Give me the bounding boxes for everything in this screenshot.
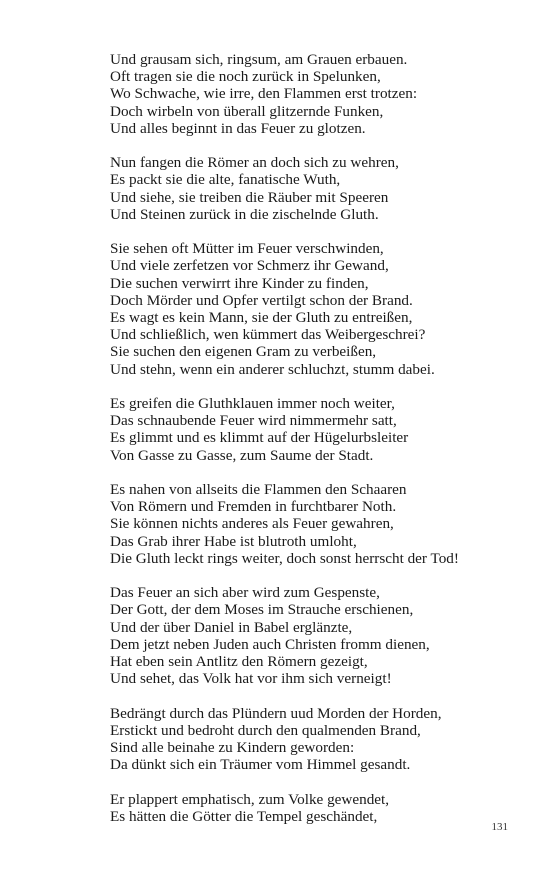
- verse-line: Und grausam sich, ringsum, am Grauen erbauen.: [110, 51, 408, 68]
- verse-line: Wo Schwache, wie irre, den Flammen erst trotzen:: [110, 85, 418, 103]
- verse-line: Er plappert emphatisch, zum Volke gewendet,: [110, 790, 390, 808]
- verse-line: Und viele zerfetzen vor Schmerz ihr Gewand,: [110, 257, 389, 275]
- verse-line: Von Römern und Fremden in furchtbarer Noth.: [110, 498, 397, 516]
- verse-line: Die suchen verwirrt ihre Kinder zu finden,: [110, 274, 369, 292]
- verse-line: Es hätten die Götter die Tempel geschändet,: [110, 807, 378, 825]
- stanza: [110, 705, 530, 774]
- verse-line: Von Gasse zu Gasse, zum Saume der Stadt.: [110, 446, 374, 464]
- verse-line: Und sehet, das Volk hat vor ihm sich verneigt!: [110, 670, 392, 688]
- verse-line: Hat eben sein Antlitz den Römern gezeigt,: [110, 653, 368, 671]
- verse-line: Sie sehen oft Mütter im Feuer verschwinden,: [110, 240, 384, 258]
- verse-line: Es wagt es kein Mann, sie der Gluth zu entreißen,: [110, 309, 413, 327]
- verse-line: Und stehn, wenn ein anderer schluchzt, stumm dabei.: [110, 360, 435, 378]
- stanza: [110, 240, 530, 378]
- verse-line: Es packt sie die alte, fanatische Wuth,: [110, 171, 341, 189]
- stanza: [110, 51, 530, 137]
- verse-line: Sind alle beinahe zu Kindern geworden:: [110, 739, 355, 757]
- verse-line: Es greifen die Gluthklauen immer noch weiter,: [110, 395, 395, 413]
- verse-line: Das schnaubende Feuer wird nimmermehr satt,: [110, 412, 397, 430]
- verse-line: Doch Mörder und Opfer vertilgt schon der Brand.: [110, 291, 413, 309]
- verse-line: Es glimmt und es klimmt auf der Hügelurbsleiter: [110, 429, 409, 447]
- verse-line: Und der über Daniel in Babel erglänzte,: [110, 618, 353, 636]
- verse-line: Und siehe, sie treiben die Räuber mit Speeren: [110, 188, 389, 206]
- verse-line: Sie können nichts anderes als Feuer gewahren,: [110, 515, 394, 533]
- verse-line: Dem jetzt neben Juden auch Christen fromm dienen,: [110, 635, 430, 653]
- stanza: [110, 481, 530, 567]
- verse-line: Bedrängt durch das Plündern uud Morden der Horden,: [110, 704, 442, 722]
- verse-line: Sie suchen den eigenen Gram zu verbeißen,: [110, 343, 377, 361]
- verse-line: Und schließlich, wen kümmert das Weibergeschrei?: [110, 326, 426, 344]
- verse-line: Und Steinen zurück in die zischelnde Gluth.: [110, 205, 379, 223]
- verse-line: Das Feuer an sich aber wird zum Gespenste,: [110, 584, 380, 602]
- poem-text: [110, 51, 530, 825]
- page-number: 131: [491, 821, 508, 833]
- stanza: [110, 154, 530, 223]
- verse-line: Doch wirbeln von überall glitzernde Funken,: [110, 102, 384, 120]
- verse-line: Da dünkt sich ein Träumer vom Himmel gesandt.: [110, 756, 411, 774]
- verse-line: Der Gott, der dem Moses im Strauche erschienen,: [110, 601, 414, 619]
- stanza: [110, 584, 530, 687]
- stanza: [110, 395, 530, 464]
- stanza: [110, 791, 530, 825]
- verse-line: Nun fangen die Römer an doch sich zu wehren,: [110, 154, 399, 172]
- verse-line: Erstickt und bedroht durch den qualmenden Brand,: [110, 721, 421, 739]
- verse-line: Die Gluth leckt rings weiter, doch sonst herrscht der Tod!: [110, 549, 459, 567]
- verse-line: Das Grab ihrer Habe ist blutroth umloht,: [110, 532, 357, 550]
- verse-line: Es nahen von allseits die Flammen den Schaaren: [110, 481, 407, 499]
- verse-line: Und alles beginnt in das Feuer zu glotzen.: [110, 119, 366, 137]
- verse-line: Oft tragen sie die noch zurück in Spelunken,: [110, 68, 381, 86]
